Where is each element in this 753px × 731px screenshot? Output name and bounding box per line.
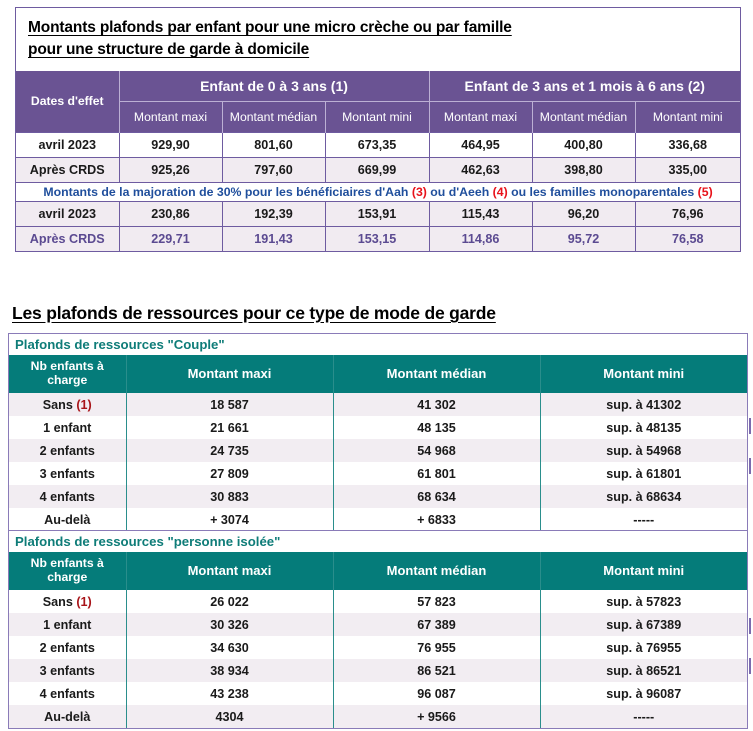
edge-marker-2 [749, 458, 751, 474]
cell-value: 801,60 [222, 132, 325, 157]
banner-ref-5: (5) [697, 184, 713, 199]
banner-ref-3: (3) [411, 184, 427, 199]
row-label-text: 3 enfants [39, 663, 95, 678]
top-table-title [16, 8, 740, 71]
cell-maxi: 30 883 [126, 485, 333, 508]
table-header-group-row [16, 71, 740, 101]
row-label [9, 416, 126, 439]
cell-maxi: + 3074 [126, 508, 333, 531]
cell-mini: sup. à 54968 [540, 439, 747, 462]
header-group-3-6-ans: Enfant de 3 ans et 1 mois à 6 ans (2) [429, 71, 740, 101]
cell-value: 76,96 [635, 201, 740, 226]
header-montant-mini-a: Montant mini [325, 101, 429, 132]
cell-value: 230,86 [119, 201, 222, 226]
cell-maxi: 38 934 [126, 659, 333, 682]
row-label [9, 590, 126, 613]
cell-median: 61 801 [333, 462, 540, 485]
title-line-1: Montants plafonds par enfant pour une micro crèche ou par famille [28, 19, 512, 36]
cell-value: 925,26 [119, 157, 222, 182]
cell-value: 464,95 [429, 132, 532, 157]
header-montant-median-b: Montant médian [532, 101, 635, 132]
table-header-row [9, 355, 747, 393]
cell-value: 398,80 [532, 157, 635, 182]
header-line-1: Nb enfants à [30, 359, 104, 374]
table-row [16, 157, 740, 182]
banner-part-3: ou les familles monoparentales [507, 184, 698, 199]
cell-mini: sup. à 68634 [540, 485, 747, 508]
cell-value: 95,72 [532, 226, 635, 251]
row-label-text: 4 enfants [39, 686, 95, 701]
cell-median: + 6833 [333, 508, 540, 531]
header-montant-mini-b: Montant mini [635, 101, 740, 132]
cell-value: 797,60 [222, 157, 325, 182]
row-label: avril 2023 [16, 132, 119, 157]
row-label [9, 636, 126, 659]
cell-maxi: 30 326 [126, 613, 333, 636]
table-row [9, 659, 747, 682]
header-montant-median: Montant médian [333, 355, 540, 393]
table-header-row [9, 552, 747, 590]
row-label: avril 2023 [16, 201, 119, 226]
row-label: Après CRDS [16, 226, 119, 251]
cell-maxi: 18 587 [126, 393, 333, 416]
table-row [9, 613, 747, 636]
row-label-text: Au-delà [44, 709, 91, 724]
row-label [9, 393, 126, 416]
table-row [9, 590, 747, 613]
row-label [9, 485, 126, 508]
row-ref: (1) [76, 594, 92, 609]
cell-value: 462,63 [429, 157, 532, 182]
section-heading-plafonds-ressources: Les plafonds de ressources pour ce type de mode de garde [12, 303, 496, 323]
table-row [16, 201, 740, 226]
cell-value: 929,90 [119, 132, 222, 157]
cell-maxi: 21 661 [126, 416, 333, 439]
plafonds-couple-table-block [8, 333, 748, 532]
cell-median: 68 634 [333, 485, 540, 508]
plafonds-personne-isolee-table [9, 552, 747, 728]
cell-maxi: 43 238 [126, 682, 333, 705]
majoration-banner-text [16, 182, 740, 201]
row-label-text: 4 enfants [39, 489, 95, 504]
cell-median: 57 823 [333, 590, 540, 613]
cell-value: 335,00 [635, 157, 740, 182]
table-row [9, 508, 747, 531]
header-montant-median-a: Montant médian [222, 101, 325, 132]
table-row [9, 416, 747, 439]
cell-median: + 9566 [333, 705, 540, 728]
cell-median: 96 087 [333, 682, 540, 705]
cell-median: 86 521 [333, 659, 540, 682]
plafonds-couple-table [9, 355, 747, 531]
header-nb-enfants-a-charge [9, 552, 126, 590]
table-row [9, 439, 747, 462]
row-label-text: 2 enfants [39, 640, 95, 655]
row-label-text: Au-delà [44, 512, 91, 527]
header-montant-maxi: Montant maxi [126, 552, 333, 590]
row-label [9, 682, 126, 705]
cell-maxi: 34 630 [126, 636, 333, 659]
cell-median: 41 302 [333, 393, 540, 416]
row-label-text: 1 enfant [43, 617, 92, 632]
cell-value: 400,80 [532, 132, 635, 157]
table-row [9, 682, 747, 705]
cell-mini: sup. à 48135 [540, 416, 747, 439]
row-label [9, 462, 126, 485]
cell-value: 191,43 [222, 226, 325, 251]
cell-mini: sup. à 96087 [540, 682, 747, 705]
cell-value: 669,99 [325, 157, 429, 182]
table-row [16, 132, 740, 157]
header-line-2: charge [47, 373, 88, 387]
table-row [9, 485, 747, 508]
edge-marker-1 [749, 418, 751, 434]
cell-value: 76,58 [635, 226, 740, 251]
row-label-text: 3 enfants [39, 466, 95, 481]
cell-median: 76 955 [333, 636, 540, 659]
montants-plafonds-table-block [15, 7, 741, 252]
cell-mini: ----- [540, 705, 747, 728]
cell-value: 153,91 [325, 201, 429, 226]
header-montant-mini: Montant mini [540, 355, 747, 393]
cell-value: 115,43 [429, 201, 532, 226]
cell-median: 54 968 [333, 439, 540, 462]
cell-maxi: 24 735 [126, 439, 333, 462]
title-line-2: pour une structure de garde à domicile [28, 41, 310, 58]
row-label [9, 659, 126, 682]
header-montant-median: Montant médian [333, 552, 540, 590]
cell-mini: sup. à 86521 [540, 659, 747, 682]
cell-mini: sup. à 67389 [540, 613, 747, 636]
cell-value: 153,15 [325, 226, 429, 251]
header-line-2: charge [47, 570, 88, 584]
cell-value: 673,35 [325, 132, 429, 157]
majoration-banner-row [16, 182, 740, 201]
cell-mini: sup. à 76955 [540, 636, 747, 659]
header-group-0-3-ans: Enfant de 0 à 3 ans (1) [119, 71, 429, 101]
header-dates-deffet: Dates d'effet [16, 71, 119, 132]
cell-value: 336,68 [635, 132, 740, 157]
cell-mini: sup. à 61801 [540, 462, 747, 485]
table-row [9, 705, 747, 728]
row-label-text: Sans [42, 594, 77, 609]
table-row [16, 226, 740, 251]
row-ref: (1) [76, 397, 92, 412]
banner-part-2: ou d'Aeeh [426, 184, 493, 199]
row-label [9, 508, 126, 531]
banner-ref-4: (4) [492, 184, 508, 199]
header-montant-mini: Montant mini [540, 552, 747, 590]
cell-mini: sup. à 57823 [540, 590, 747, 613]
header-line-1: Nb enfants à [30, 556, 104, 571]
cell-mini: sup. à 41302 [540, 393, 747, 416]
cell-maxi: 26 022 [126, 590, 333, 613]
header-montant-maxi-a: Montant maxi [119, 101, 222, 132]
montants-plafonds-table [16, 71, 740, 251]
cell-maxi: 4304 [126, 705, 333, 728]
isolee-table-caption: Plafonds de ressources "personne isolée" [9, 531, 747, 552]
cell-median: 67 389 [333, 613, 540, 636]
table-row [9, 393, 747, 416]
row-label [9, 705, 126, 728]
plafonds-personne-isolee-table-block [8, 530, 748, 729]
banner-part-1: Montants de la majoration de 30% pour les bénéficiaires d'Aah [43, 184, 412, 199]
row-label [9, 439, 126, 462]
cell-value: 229,71 [119, 226, 222, 251]
row-label-text: 2 enfants [39, 443, 95, 458]
cell-value: 114,86 [429, 226, 532, 251]
table-row [9, 462, 747, 485]
edge-marker-3 [749, 618, 751, 634]
table-header-sub-row [16, 101, 740, 132]
cell-value: 96,20 [532, 201, 635, 226]
row-label-text: Sans [42, 397, 77, 412]
row-label [9, 613, 126, 636]
cell-value: 192,39 [222, 201, 325, 226]
row-label: Après CRDS [16, 157, 119, 182]
edge-marker-4 [749, 658, 751, 674]
cell-maxi: 27 809 [126, 462, 333, 485]
header-montant-maxi: Montant maxi [126, 355, 333, 393]
cell-mini: ----- [540, 508, 747, 531]
table-row [9, 636, 747, 659]
couple-table-caption: Plafonds de ressources "Couple" [9, 334, 747, 355]
row-label-text: 1 enfant [43, 420, 92, 435]
cell-median: 48 135 [333, 416, 540, 439]
header-nb-enfants-a-charge [9, 355, 126, 393]
header-montant-maxi-b: Montant maxi [429, 101, 532, 132]
